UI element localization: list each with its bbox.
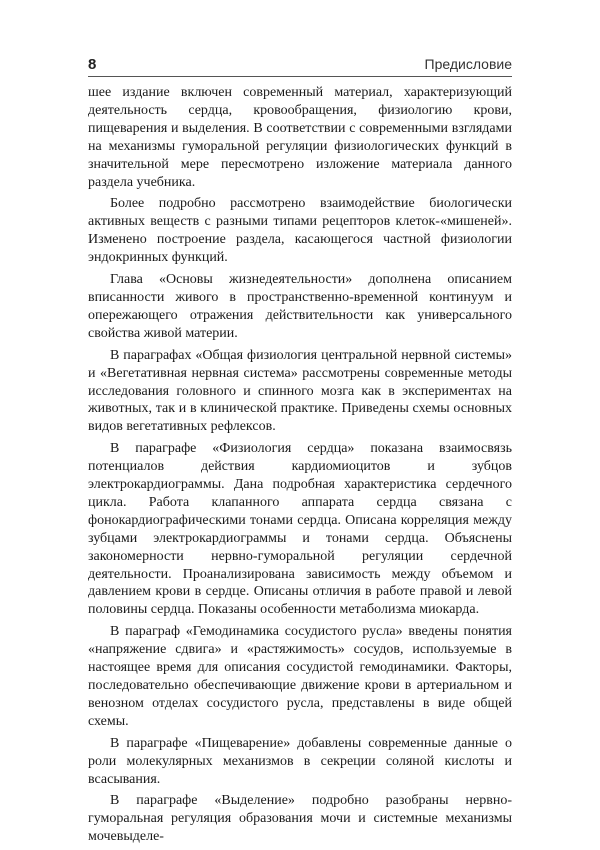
body-text	[88, 84, 512, 850]
paragraph: шее издание включен современный материал, характеризующий деятельность сердца, кровообращения, физиологию крови, пищеварения и выделения. В соответствии с современными взглядами на механизмы гуморальной регуляции физиологических функций в значительной мере пересмотрено изложение материала данного раздела учебника.	[88, 85, 512, 190]
paragraph: Более подробно рассмотрено взаимодействие биологически активных веществ с разными типами рецепторов клеток-«мишеней». Изменено построение раздела, касающегося частной физиологии эндокринных функций.	[88, 196, 512, 266]
paragraph: В параграфе «Физиология сердца» показана взаимосвязь потенциалов действия кардиомиоцитов и зубцов электрокардиограммы. Дана подробная характеристика сердечного цикла. Работа клапанного аппарата сердца связана с фонокардиографическими тонами сердца. Описана корреляция между зубцами электрокардиограммы и тонами сердца. Объяснены закономерности нервно-гуморальной регуляции сердечной деятельности. Проанализирована зависимость между объемом и давлением крови в сердце. Описаны отличия в работе правой и левой половины сердца. Показаны особенности метаболизма миокарда.	[88, 441, 512, 618]
paragraph: В параграфах «Общая физиология центральной нервной системы» и «Вегетативная нервная система» рассмотрены современные методы исследования головного и спинного мозга как в экспериментах на животных, так и в клинической практике. Приведены схемы основных видов вегетативных рефлексов.	[88, 347, 512, 435]
page-header	[88, 56, 512, 76]
paragraph: В параграф «Гемодинамика сосудистого русла» введены понятия «напряжение сдвига» и «растяжимость» сосудов, используемые в настоящее время для описания сосудистой гемодинамики. Факторы, последовательно обеспечивающие движение крови в артериальном и венозном отделах сосудистого русла, представлены в виде общей схемы.	[88, 624, 512, 729]
header-rule	[88, 76, 512, 77]
running-title: Предисловие	[424, 56, 512, 72]
paragraph: В параграфе «Пищеварение» добавлены современные данные о роли молекулярных механизмов в секреции соляной кислоты и всасывания.	[88, 735, 512, 787]
page-number: 8	[88, 56, 97, 73]
paragraph: В параграфе «Выделение» подробно разобраны нервно-гуморальная регуляция образования мочи и системные механизмы мочевыделе-	[88, 793, 512, 845]
paragraph: Глава «Основы жизнедеятельности» дополнена описанием вписанности живого в пространственно-временной континуум и опережающего отражения действительности как универсального свойства живой материи.	[88, 272, 512, 341]
